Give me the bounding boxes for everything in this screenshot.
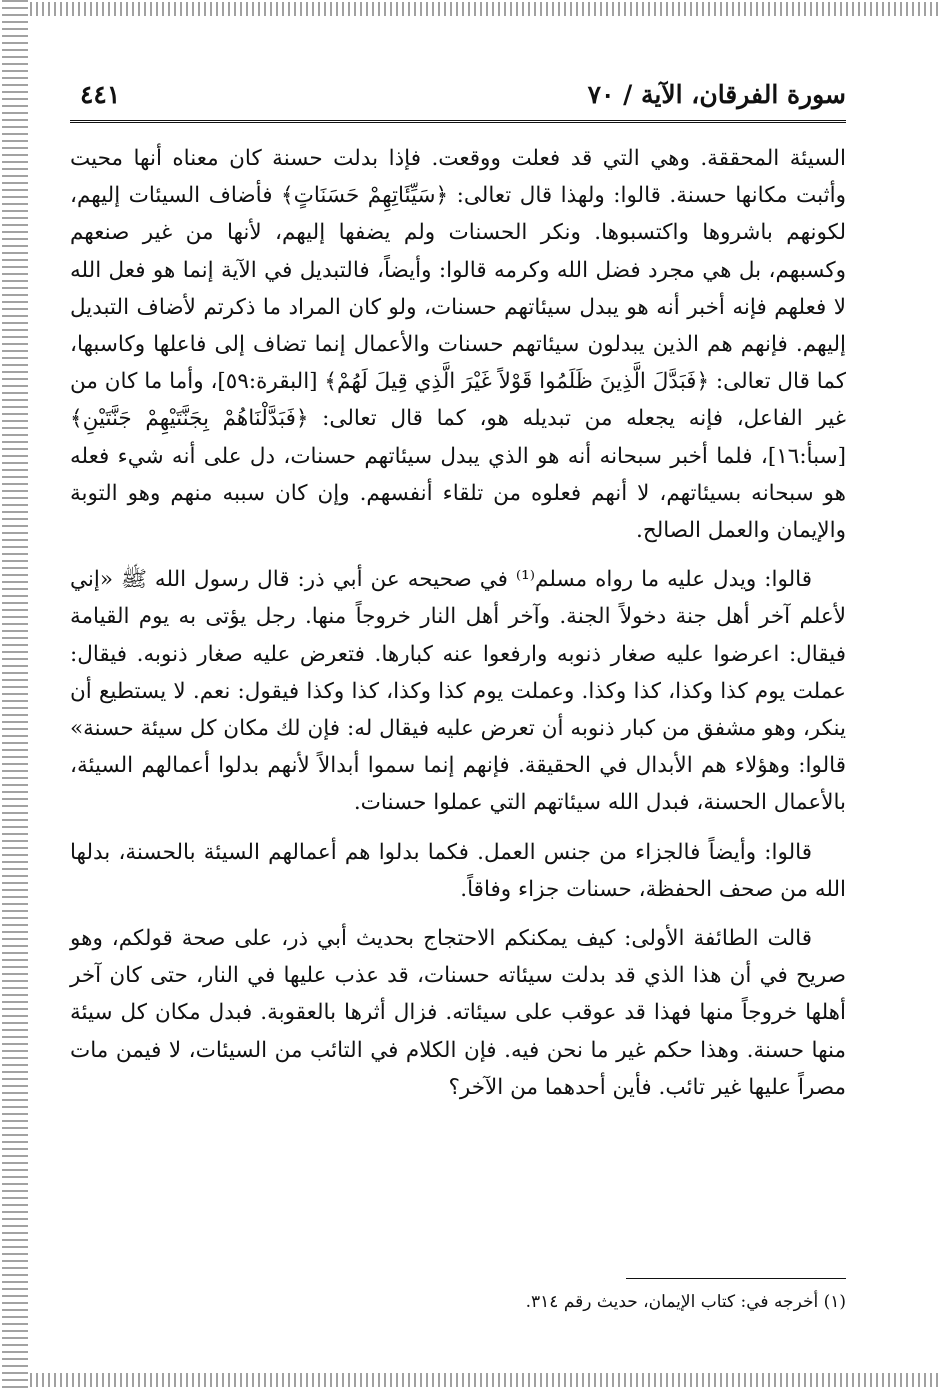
paragraph-3: قالوا: وأيضاً فالجزاء من جنس العمل. فكما بدلوا هم أعمالهم السيئة بالحسنة، بدلها الله من صحف الحفظة، حسنات جزاء وفاقاً. [70, 839, 846, 902]
paragraph-1: السيئة المحققة. وهي التي قد فعلت ووقعت. فإذا بدلت حسنة كان معناه أنها محيت وأثبت مكانها حسنة. قالوا: ولهذا قال تعالى: ﴿سَيِّئَاتِهِمْ حَسَنَاتٍ﴾ فأضاف السيئات إليهم، لكونهم باشروها واكتسبوها. ونكر الحسنات ولم يضفها إليهم، لأنها من غير صنعهم وكسبهم، بل هي مجرد فضل الله وكرمه قالوا: وأيضاً، فالتبديل في الآية إنما هو فعل الله لا فعلهم فإنه أخبر أنه هو يبدل سيئاتهم حسنات، ولو كان المراد ما ذكرتم لأضاف التبديل إليهم. فإنهم هم الذين يبدلون سيئاتهم حسنات والأعمال إنما تضاف إلى فاعلها وكاسبها، كما قال تعالى: ﴿فَبَدَّلَ الَّذِينَ ظَلَمُوا قَوْلاً غَيْرَ الَّذِي قِيلَ لَهُمْ﴾ [البقرة:٥٩]، وأما ما كان من غير الفاعل، فإنه يجعله من تبديله هو، كما قال تعالى: ﴿فَبَدَّلْنَاهُمْ بِجَنَّتَيْهِمْ جَنَّتَيْنِ﴾ [سبأ:١٦]، فلما أخبر سبحانه أنه هو الذي يبدل سيئاتهم حسنات، دل على أنه شيء فعله هو سبحانه بسيئاتهم، لا أنهم فعلوه من تلقاء أنفسهم. وإن كان سببه منهم وهو التوبة والإيمان والعمل الصالح. [70, 146, 846, 544]
decorative-border-left [2, 0, 28, 1391]
paragraph-4: قالت الطائفة الأولى: كيف يمكنكم الاحتجاج بحديث أبي ذر، على صحة قولكم، وهو صريح في أن هذا الذي قد بدلت سيئاته حسنات، قد عذب عليها في النار، حتى كان آخر أهلها خروجاً منها فهذا قد عوقب على سيئاته. فزال أثرها بالعقوبة. فبدل مكان كل سيئة منها حسنة. وهذا حكم غير ما نحن فيه. فإن الكلام في التائب من السيئات، لا فيمن مات مصراً عليها غير تائب. فأين أحدهما من الآخر؟ [70, 926, 846, 1100]
decorative-border-top [30, 2, 939, 16]
chapter-title: سورة الفرقان، الآية / ٧٠ [587, 80, 846, 109]
page [70, 60, 846, 1350]
running-header [70, 74, 846, 123]
paragraph-2: قالوا: ويدل عليه ما رواه مسلم⁽¹⁾ في صحيحه عن أبي ذر: قال رسول الله ﷺ «إني لأعلم آخر أهل جنة دخولاً الجنة. وآخر أهل النار خروجاً منها. رجل يؤتى به يوم القيامة فيقال: اعرضوا عليه صغار ذنوبه وارفعوا عنه كبارها. فتعرض عليه صغار ذنوبه. فيقال: عملت يوم كذا وكذا، كذا وكذا. وعملت يوم كذا وكذا، كذا وكذا فيقول: نعم. لا يستطيع أن ينكر، وهو مشفق من كبار ذنوبه أن تعرض عليه فيقال له: فإن لك مكان كل سيئة حسنة» قالوا: وهؤلاء هم الأبدال في الحقيقة. فإنهم إنما سموا أبدالاً لأنهم بدلوا أعمالهم السيئة، بالأعمال الحسنة، فبدل الله سيئاتهم التي عملوا حسنات. [70, 567, 846, 816]
decorative-border-bottom [30, 1373, 939, 1387]
main-text [70, 140, 846, 1118]
footnote: (١) أخرجه في: كتاب الإيمان، حديث رقم ٣١٤. [525, 1292, 846, 1312]
footnote-divider [626, 1278, 846, 1279]
page-number: ٤٤١ [80, 80, 121, 109]
